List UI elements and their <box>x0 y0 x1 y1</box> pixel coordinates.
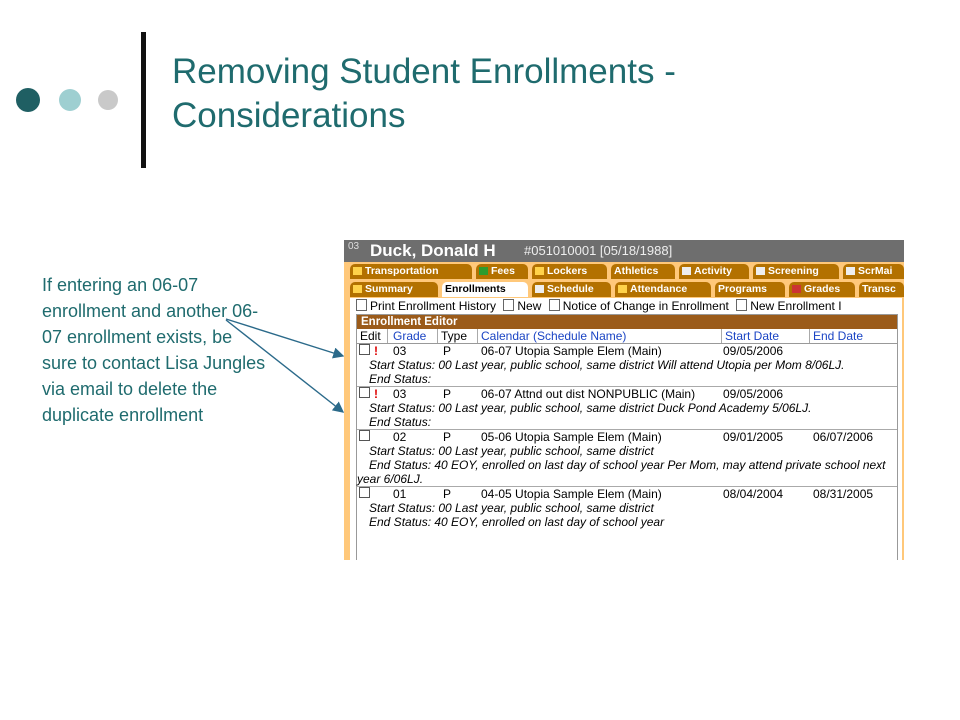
student-name: Duck, Donald H <box>370 241 496 260</box>
dollar-icon <box>479 267 488 275</box>
student-header <box>344 240 904 262</box>
printer-icon <box>356 299 367 311</box>
row-grade: 03 <box>393 344 407 358</box>
row-type: P <box>443 387 452 401</box>
row-type: P <box>443 487 452 501</box>
row-start-date: 09/05/2006 <box>723 344 784 358</box>
row-calendar: 06-07 Attnd out dist NONPUBLIC (Main) <box>481 387 696 401</box>
row-start-date: 09/05/2006 <box>723 387 784 401</box>
row-end-status: End Status: 40 EOY, enrolled on last day of school year <box>369 515 665 529</box>
row-calendar: 04-05 Utopia Sample Elem (Main) <box>481 487 662 501</box>
row-grade: 01 <box>393 487 407 501</box>
row-start-status: Start Status: 00 Last year, public school, same district <box>369 444 654 458</box>
calendar-icon <box>535 285 544 293</box>
row-end-status: End Status: <box>369 372 432 386</box>
tab-schedule[interactable]: Schedule <box>532 282 611 297</box>
tab-row-1 <box>344 264 904 280</box>
edit-icon[interactable] <box>359 387 370 398</box>
table-row <box>357 487 897 529</box>
edit-icon[interactable] <box>359 344 370 355</box>
arrow-to-row1 <box>226 319 343 356</box>
tab-scrmai[interactable]: ScrMai <box>843 264 904 279</box>
row-type: P <box>443 430 452 444</box>
table-row <box>357 387 897 430</box>
grades-icon <box>792 285 801 293</box>
lock-icon <box>535 267 544 275</box>
edit-icon[interactable] <box>359 430 370 441</box>
row-start-date: 08/04/2004 <box>723 487 784 501</box>
row-type: P <box>443 344 452 358</box>
col-calendar[interactable]: Calendar (Schedule Name) <box>481 329 627 343</box>
card-icon <box>682 267 691 275</box>
enrollment-editor <box>356 314 898 560</box>
table-row <box>357 344 897 387</box>
row-end-date: 08/31/2005 <box>813 487 874 501</box>
row-calendar: 05-06 Utopia Sample Elem (Main) <box>481 430 662 444</box>
note-text: If entering an 06-07 enrollment and another 06-07 enrollment exists, be sure to contact Lisa Jungles via email to delete the duplicate enrollment <box>42 275 266 425</box>
editor-column-headers <box>357 329 897 344</box>
student-grade: 03 <box>348 241 360 252</box>
tab-row-2 <box>344 282 904 298</box>
card-icon <box>756 267 765 275</box>
row-grade: 02 <box>393 430 407 444</box>
warning-flag: ! <box>374 344 378 358</box>
col-grade[interactable]: Grade <box>393 329 427 343</box>
editor-title: Enrollment Editor <box>357 315 897 329</box>
row-end-date: 06/07/2006 <box>813 430 874 444</box>
warning-flag: ! <box>374 387 378 401</box>
row-grade: 03 <box>393 387 407 401</box>
col-type: Type <box>441 329 468 343</box>
new-button[interactable]: New <box>503 299 541 313</box>
row-end-status: End Status: <box>369 415 432 429</box>
tab-screening[interactable]: Screening <box>753 264 839 279</box>
tab-fees[interactable]: Fees <box>476 264 528 279</box>
col-end-date[interactable]: End Date <box>813 329 864 343</box>
new-enrollment-button[interactable]: New Enrollment I <box>736 299 841 313</box>
tab-transportation[interactable]: Transportation <box>350 264 472 279</box>
tab-activity[interactable]: Activity <box>679 264 749 279</box>
card-icon <box>846 267 855 275</box>
tab-grades[interactable]: Grades <box>789 282 855 297</box>
row-start-status: Start Status: 00 Last year, public school, same district Will attend Utopia per Mom 8/06LJ. <box>369 358 845 372</box>
enrollment-screenshot <box>344 240 904 560</box>
edit-icon[interactable] <box>359 487 370 498</box>
enrollments-panel <box>350 298 902 560</box>
star-icon <box>618 285 627 293</box>
tab-programs[interactable]: Programs <box>715 282 785 297</box>
row-start-date: 09/01/2005 <box>723 430 784 444</box>
row-calendar: 06-07 Utopia Sample Elem (Main) <box>481 344 662 358</box>
tab-lockers[interactable]: Lockers <box>532 264 607 279</box>
copy-document-icon <box>549 299 560 311</box>
arrow-to-row2 <box>226 320 343 412</box>
slide-title-line2: Considerations <box>172 96 406 135</box>
notice-change-button[interactable]: Notice of Change in Enrollment <box>549 299 729 313</box>
table-row <box>357 430 897 487</box>
tab-athletics[interactable]: Athletics <box>611 264 675 279</box>
folder-icon <box>353 285 362 293</box>
tab-attendance[interactable]: Attendance <box>615 282 711 297</box>
tab-enrollments[interactable]: Enrollments <box>442 282 528 297</box>
row-end-status: End Status: 40 EOY, enrolled on last day of school year Per Mom, may attend private school next year 6/06LJ. <box>357 458 886 486</box>
row-start-status: Start Status: 00 Last year, public school, same district Duck Pond Academy 5/06LJ. <box>369 401 812 415</box>
new-document-icon <box>503 299 514 311</box>
col-edit: Edit <box>360 329 381 343</box>
tab-summary[interactable]: Summary <box>350 282 438 297</box>
row-start-status: Start Status: 00 Last year, public school, same district <box>369 501 654 515</box>
enrollment-toolbar <box>356 299 846 313</box>
tab-transcript[interactable]: Transc <box>859 282 904 297</box>
student-id-dob: #051010001 [05/18/1988] <box>524 243 673 258</box>
bus-icon <box>353 267 362 275</box>
slide-title-line1: Removing Student Enrollments - <box>172 52 676 91</box>
new-document-icon <box>736 299 747 311</box>
col-start-date[interactable]: Start Date <box>725 329 780 343</box>
print-history-button[interactable]: Print Enrollment History <box>356 299 496 313</box>
